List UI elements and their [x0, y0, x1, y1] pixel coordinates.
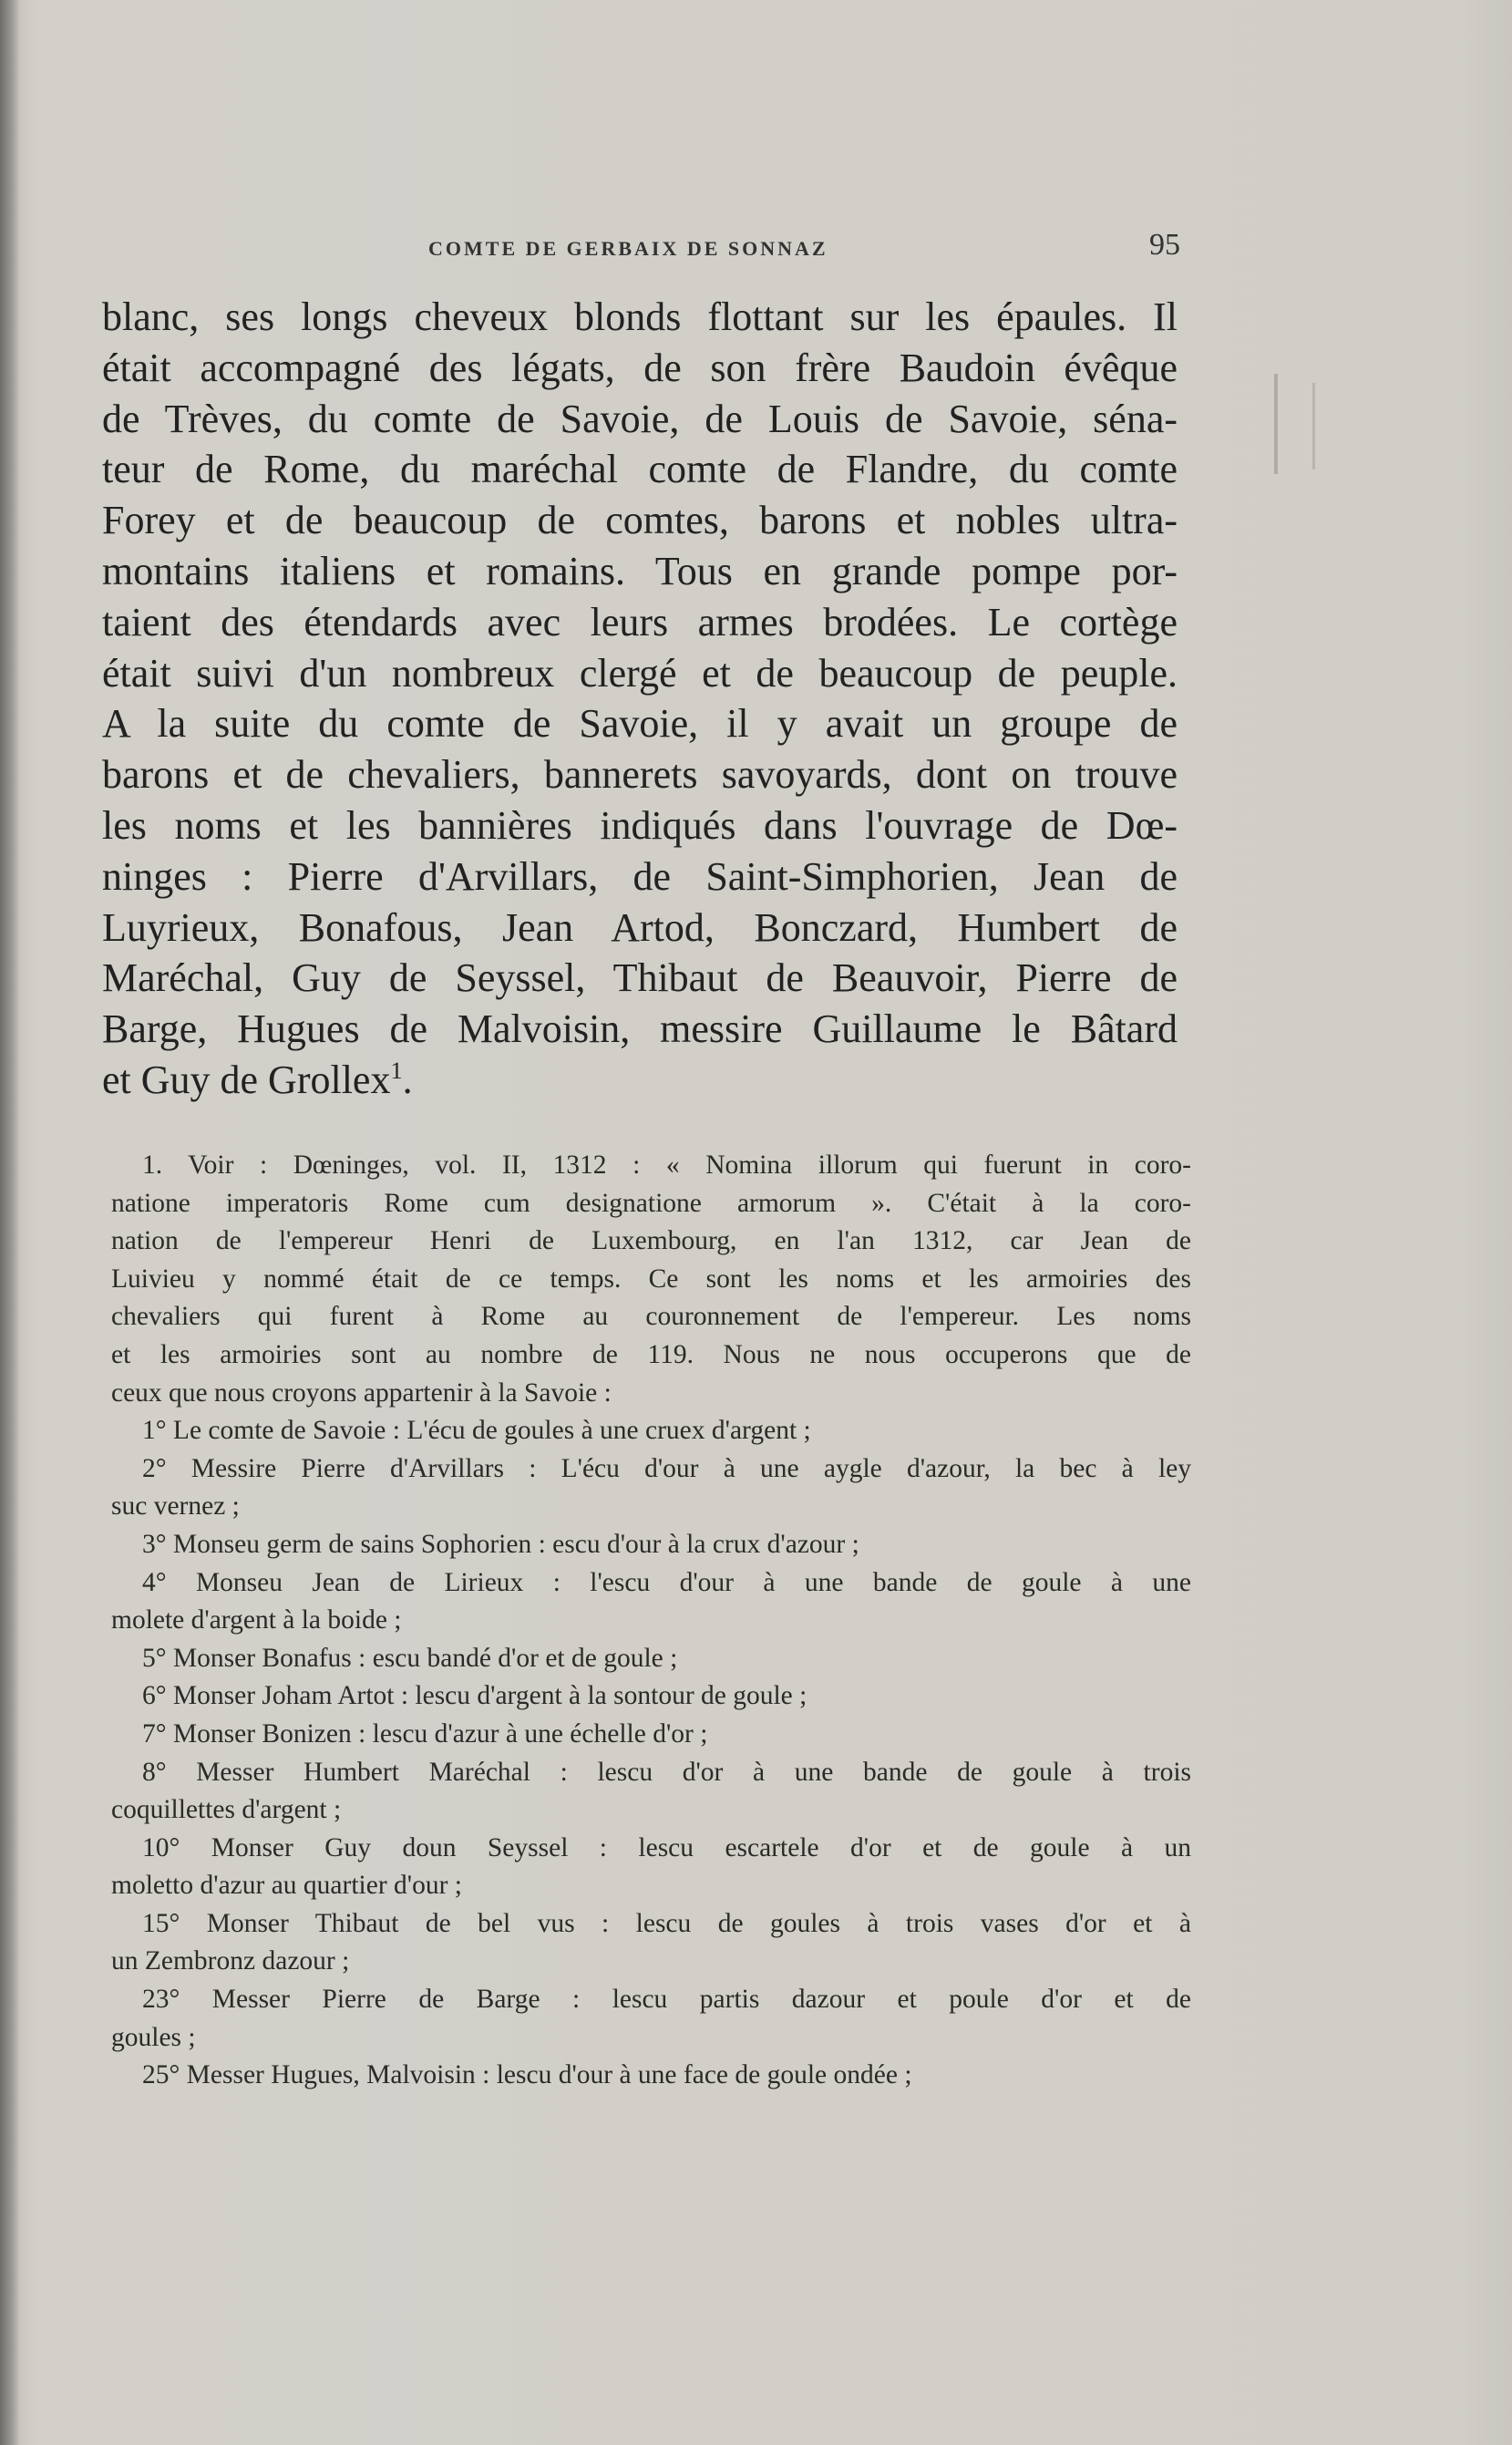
- page-number: 95: [1149, 228, 1180, 262]
- running-title: COMTE DE GERBAIX DE SONNAZ: [428, 237, 828, 260]
- footnote-line: ceux que nous croyons appartenir à la Savoie :: [111, 1377, 612, 1408]
- body-line: Forey et de beaucoup de comtes, barons et nobles ultra-: [102, 498, 1178, 543]
- footnotes: [111, 1147, 1191, 2095]
- body-line: taient des étendards avec leurs armes brodées. Le cortège: [102, 599, 1178, 645]
- body-line: barons et de chevaliers, bannerets savoyards, dont on trouve: [102, 752, 1178, 798]
- page-spine-shadow: [0, 0, 20, 2445]
- footnote-line: goules ;: [111, 2022, 196, 2052]
- body-line: Luyrieux, Bonafous, Jean Artod, Bonczard, Humbert de: [102, 904, 1178, 950]
- footnote-line: molete d'argent à la boide ;: [111, 1605, 402, 1635]
- page-header: [105, 228, 1180, 273]
- body-line-last: [102, 1055, 1178, 1106]
- footnote-line: moletto d'azur au quartier d'our ;: [111, 1871, 462, 1901]
- body-text: [102, 292, 1178, 1106]
- body-line: ninges : Pierre d'Arvillars, de Saint-Simphorien, Jean de: [102, 853, 1178, 899]
- footnote-line: 10° Monser Guy doun Seyssel : lescu escartele d'or et de goule à un: [142, 1832, 1191, 1862]
- body-line: de Trèves, du comte de Savoie, de Louis de Savoie, séna-: [102, 396, 1178, 441]
- footnote-line: 15° Monser Thibaut de bel vus : lescu de goules à trois vases d'or et à: [142, 1908, 1191, 1938]
- footnote-line: suc vernez ;: [111, 1491, 240, 1522]
- footnote-line: 4° Monseu Jean de Lirieux : l'escu d'our à une bande de goule à une: [142, 1567, 1191, 1597]
- footnote-line: un Zembronz dazour ;: [111, 1946, 350, 1976]
- body-line: Barge, Hugues de Malvoisin, messire Guillaume le Bâtard: [102, 1006, 1178, 1052]
- body-line: était suivi d'un nombreux clergé et de beaucoup de peuple.: [102, 650, 1178, 696]
- body-line: les noms et les bannières indiqués dans l'ouvrage de Dœ-: [102, 802, 1178, 848]
- footnote-line: natione imperatoris Rome cum designatione armorum ». C'était à la coro-: [111, 1188, 1191, 1218]
- footnote-line: 1° Le comte de Savoie : L'écu de goules à une cruex d'argent ;: [142, 1416, 811, 1446]
- body-line: blanc, ses longs cheveux blonds flottant sur les épaules. Il: [102, 294, 1178, 339]
- body-line: montains italiens et romains. Tous en grande pompe por-: [102, 548, 1178, 593]
- margin-mark: [1312, 383, 1315, 469]
- footnote-line: coquillettes d'argent ;: [111, 1795, 342, 1825]
- footnote-line: et les armoiries sont au nombre de 119. Nous ne nous occuperons que de: [111, 1339, 1191, 1369]
- footnote-line: 8° Messer Humbert Maréchal : lescu d'or à une bande de goule à trois: [142, 1757, 1191, 1787]
- body-line-text: et Guy de Grollex: [102, 1057, 391, 1102]
- footnote-line: 3° Monseu germ de sains Sophorien : escu d'our à la crux d'azour ;: [142, 1529, 859, 1559]
- body-line: Maréchal, Guy de Seyssel, Thibaut de Beauvoir, Pierre de: [102, 955, 1178, 1001]
- footnote-line: 25° Messer Hugues, Malvoisin : lescu d'our à une face de goule ondée ;: [142, 2060, 912, 2090]
- footnote-line: Luivieu y nommé était de ce temps. Ce sont les noms et les armoiries des: [111, 1264, 1191, 1294]
- body-line: teur de Rome, du maréchal comte de Flandre, du comte: [102, 447, 1178, 492]
- footnote-line: chevaliers qui furent à Rome au couronnement de l'empereur. Les noms: [111, 1302, 1191, 1332]
- footnote-line: 7° Monser Bonizen : lescu d'azur à une échelle d'or ;: [142, 1718, 708, 1749]
- footnote-line: 1. Voir : Dœninges, vol. II, 1312 : « Nomina illorum qui fuerunt in coro-: [142, 1150, 1191, 1180]
- body-end-punctuation: .: [402, 1057, 413, 1102]
- footnote-line: 5° Monser Bonafus : escu bandé d'or et de goule ;: [142, 1643, 678, 1673]
- body-line: A la suite du comte de Savoie, il y avait un groupe de: [102, 701, 1178, 747]
- margin-mark: [1274, 374, 1278, 474]
- footnote-reference: 1: [390, 1057, 403, 1085]
- body-line: était accompagné des légats, de son frère Baudoin évêque: [102, 345, 1178, 390]
- footnote-line: 2° Messire Pierre d'Arvillars : L'écu d'our à une aygle d'azour, la bec à ley: [142, 1453, 1191, 1483]
- footnote-line: 6° Monser Joham Artot : lescu d'argent à la sontour de goule ;: [142, 1681, 807, 1711]
- footnote-line: nation de l'empereur Henri de Luxembourg, en l'an 1312, car Jean de: [111, 1226, 1191, 1256]
- footnote-line: 23° Messer Pierre de Barge : lescu partis dazour et poule d'or et de: [142, 1985, 1191, 2015]
